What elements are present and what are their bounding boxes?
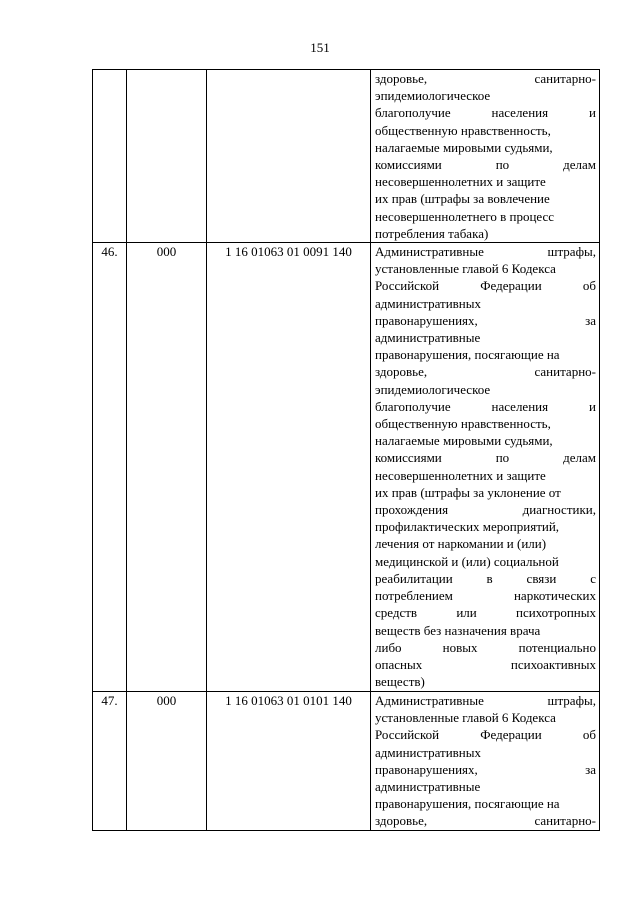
- description-line: правонарушения, посягающие на: [375, 796, 560, 812]
- row-number-cell: 47.: [93, 692, 127, 831]
- description-line: комиссиями по делам: [375, 450, 596, 466]
- row-number-cell: 46.: [93, 243, 127, 692]
- description-line: потреблением наркотических: [375, 588, 596, 604]
- admin-code-cell: [127, 70, 207, 243]
- admin-code-cell: 000: [127, 243, 207, 692]
- description-line: профилактических мероприятий,: [375, 519, 560, 535]
- description-line: административных: [375, 744, 481, 760]
- description-line: административные: [375, 330, 481, 346]
- description-line: административные: [375, 779, 481, 795]
- description-line: либо новых потенциально: [375, 639, 596, 655]
- description-line: эпидемиологическое: [375, 381, 491, 397]
- table-body: [93, 70, 600, 831]
- description-line: здоровье, санитарно-: [375, 71, 596, 86]
- description-line: установленные главой 6 Кодекса: [375, 261, 556, 277]
- description-line: средств или психотропных: [375, 605, 596, 621]
- budget-code-cell: 1 16 01063 01 0091 140: [207, 243, 371, 692]
- description-line: Российской Федерации об: [375, 278, 596, 294]
- description-line: несовершеннолетнего в процесс: [375, 208, 555, 224]
- description-cell: [371, 692, 600, 831]
- budget-code-cell: 1 16 01063 01 0101 140: [207, 692, 371, 831]
- description-line: налагаемые мировыми судьями,: [375, 433, 553, 449]
- description-line: лечения от наркомании и (или): [375, 536, 547, 552]
- row-number-cell: [93, 70, 127, 243]
- description-line: общественную нравственность,: [375, 122, 551, 138]
- description-line: веществ без назначения врача: [375, 622, 541, 638]
- description-line: несовершеннолетних и защите: [375, 174, 546, 190]
- description-line: Административные штрафы,: [375, 244, 596, 260]
- description-line: здоровье, санитарно-: [375, 813, 596, 829]
- description-line: благополучие населения и: [375, 105, 596, 121]
- description-cell: [371, 243, 600, 692]
- table-row: [93, 243, 600, 692]
- description-line: правонарушениях, за: [375, 312, 596, 328]
- description-line: прохождения диагностики,: [375, 502, 596, 518]
- description-line: благополучие населения и: [375, 398, 596, 414]
- description-line: правонарушениях, за: [375, 761, 596, 777]
- description-line: несовершеннолетних и защите: [375, 467, 546, 483]
- description-line: Российской Федерации об: [375, 727, 596, 743]
- budget-code-cell: [207, 70, 371, 243]
- description-line: реабилитации в связи с: [375, 570, 596, 586]
- description-line: комиссиями по делам: [375, 157, 596, 173]
- description-line: веществ): [375, 674, 425, 690]
- admin-code-cell: 000: [127, 692, 207, 831]
- description-line: опасных психоактивных: [375, 656, 596, 672]
- budget-codes-table: [92, 69, 600, 831]
- page-number: 151: [310, 40, 330, 55]
- description-line: здоровье, санитарно-: [375, 364, 596, 380]
- table-row: [93, 70, 600, 243]
- description-line: медицинской и (или) социальной: [375, 553, 559, 569]
- description-line: административных: [375, 295, 481, 311]
- description-line: их прав (штрафы за вовлечение: [375, 191, 550, 207]
- description-cell: [371, 70, 600, 243]
- description-line: потребления табака): [375, 225, 489, 241]
- table-row: [93, 692, 600, 831]
- description-line: их прав (штрафы за уклонение от: [375, 484, 561, 500]
- description-line: общественную нравственность,: [375, 416, 551, 432]
- description-line: эпидемиологическое: [375, 88, 491, 104]
- description-line: налагаемые мировыми судьями,: [375, 139, 553, 155]
- description-line: Административные штрафы,: [375, 693, 596, 709]
- description-line: правонарушения, посягающие на: [375, 347, 560, 363]
- description-line: установленные главой 6 Кодекса: [375, 710, 556, 726]
